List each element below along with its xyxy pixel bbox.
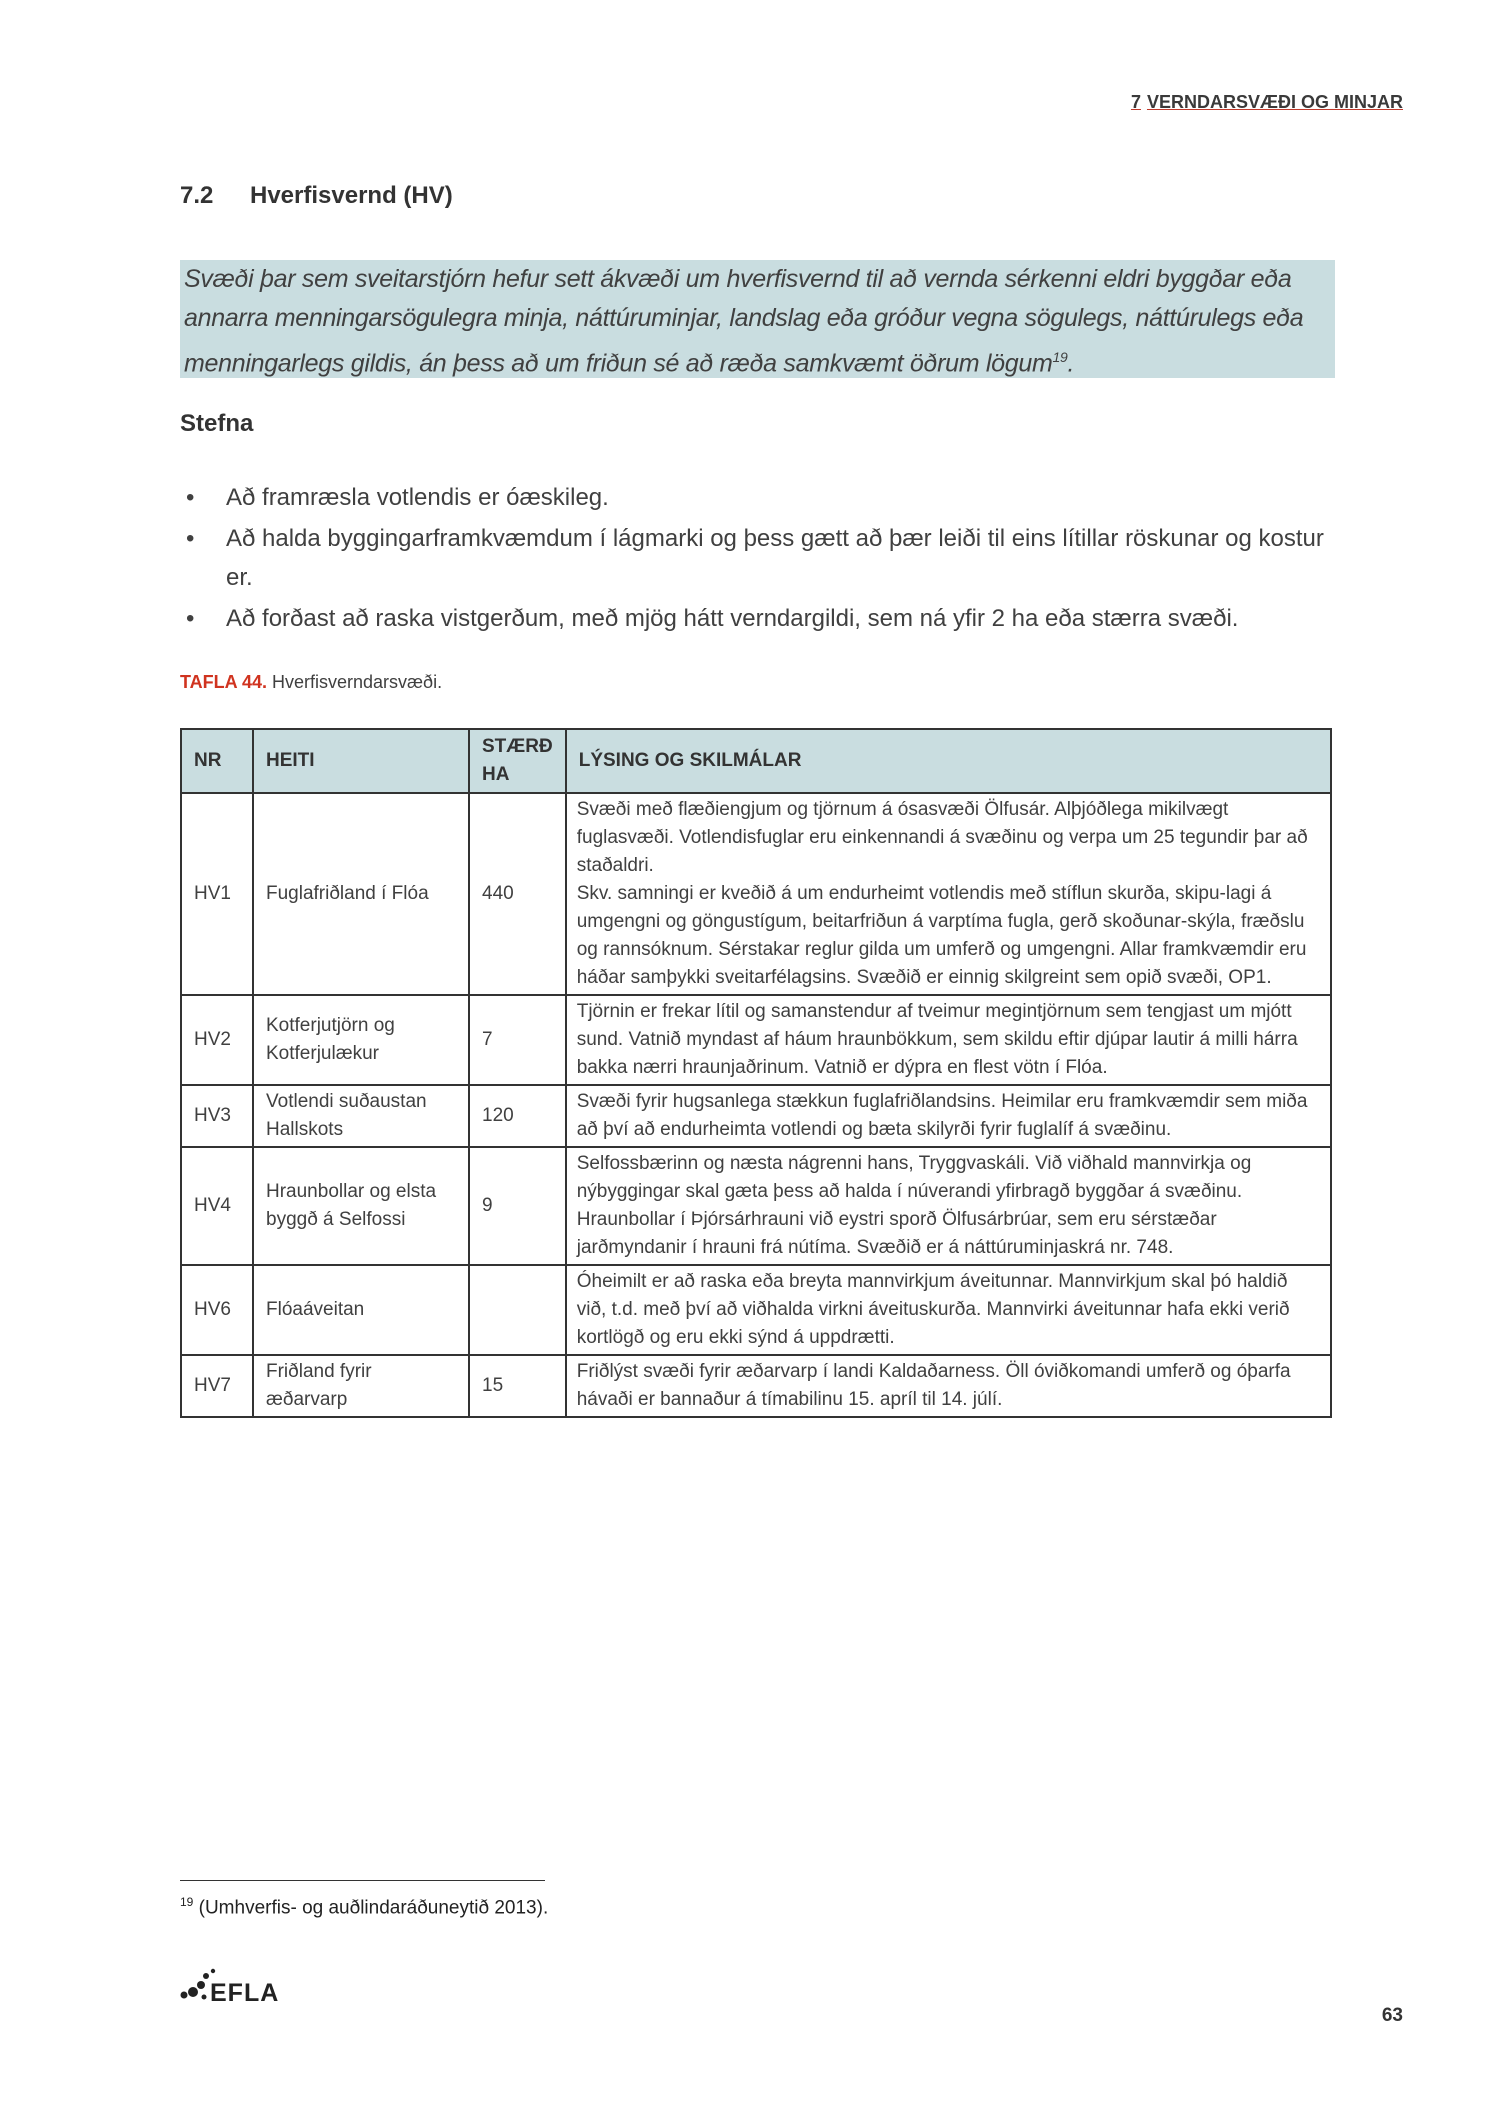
- description-paragraph: Svæði með flæðiengjum og tjörnum á ósasvæði Ölfusár. Alþjóðlega mikilvægt fuglasvæði. Votlendisfuglar eru einkennandi á svæðinu og verpa um 25 tegundir þar að staðaldri.: [576, 799, 1308, 876]
- cell-heiti: Fuglafriðland í Flóa: [253, 793, 469, 995]
- cell-staerd: 120: [469, 1085, 566, 1147]
- footnote-number: 19: [180, 1895, 194, 1909]
- definition-end: .: [1067, 349, 1075, 378]
- cell-nr: HV1: [181, 793, 253, 995]
- table-row: [181, 1085, 1331, 1147]
- table-row: [181, 1265, 1331, 1355]
- footnote: [180, 1895, 548, 1919]
- chapter-title: VERNDARSVÆÐI OG MINJAR: [1146, 92, 1403, 112]
- header-lysing: LÝSING OG SKILMÁLAR: [566, 729, 1331, 793]
- table-row: [181, 1147, 1331, 1265]
- policy-item-text: Að forðast að raska vistgerðum, með mjög hátt verndargildi, sem ná yfir 2 ha eða stærra svæði.: [226, 605, 1239, 632]
- bullet-icon: •: [186, 525, 195, 552]
- cell-heiti: Votlendi suðaustan Hallskots: [253, 1085, 469, 1147]
- page-number: 63: [1381, 2005, 1403, 2026]
- cell-heiti: Hraunbollar og elsta byggð á Selfossi: [253, 1147, 469, 1265]
- policy-item: [180, 478, 1340, 517]
- chapter-number: 7: [1130, 92, 1141, 112]
- policy-item: [180, 519, 1340, 597]
- cell-heiti: Kotferjutjörn og Kotferjulækur: [253, 995, 469, 1085]
- cell-lysing: [566, 1085, 1331, 1147]
- definition-box: [180, 260, 1335, 378]
- cell-staerd: 440: [469, 793, 566, 995]
- running-header: [1131, 92, 1403, 113]
- cell-lysing: [566, 793, 1331, 995]
- cell-staerd: 9: [469, 1147, 566, 1265]
- cell-staerd: 7: [469, 995, 566, 1085]
- bullet-icon: •: [186, 605, 195, 632]
- description-paragraph: Selfossbærinn og næsta nágrenni hans, Tryggvaskáli. Við viðhald mannvirkja og nýbyggingar skal gæta þess að halda í núverandi yfirbragð byggðar á svæðinu. Hraunbollar í Þjórsárhrauni við eystri sporð Ölfusárbrúar, sem eru sérstæðar jarðmyndanir í hrauni frá nútíma. Svæðið er á náttúruminjaskrá nr. 748.: [576, 1153, 1252, 1258]
- description-paragraph: Tjörnin er frekar lítil og samanstendur af tveimur megintjörnum sem tengjast um mjótt sund. Vatnið myndast af háum hraunbökkum, sem skildu eftir djúpar lautir á milli hárra bakka nærri hraunjaðrinum. Vatnið er dýpra en flest vötn í Flóa.: [576, 1001, 1298, 1078]
- table-header-row: [181, 729, 1331, 793]
- cell-lysing: [566, 995, 1331, 1085]
- section-heading: [180, 182, 453, 210]
- cell-heiti: Friðland fyrir æðarvarp: [253, 1355, 469, 1417]
- cell-heiti: Flóaáveitan: [253, 1265, 469, 1355]
- table-caption: [180, 672, 442, 693]
- definition-text: Svæði þar sem sveitarstjórn hefur sett ákvæði um hverfisvernd til að vernda sérkenni eldri byggðar eða annarra menningarsögulegra minja, náttúruminjar, landslag eða gróður vegna sögulegs, náttúrulegs eða menningarlegs gildis, án þess að um friðun sé að ræða samkvæmt öðrum lögum: [184, 265, 1304, 378]
- header-staerd: STÆRÐ HA: [469, 729, 566, 793]
- policy-heading: Stefna: [180, 410, 254, 437]
- policy-item-text: Að halda byggingarframkvæmdum í lágmarki og þess gætt að þær leiði til eins lítillar röskunar og kostur er.: [226, 525, 1324, 591]
- footnote-divider: [180, 1880, 545, 1881]
- cell-lysing: [566, 1355, 1331, 1417]
- description-paragraph: Friðlýst svæði fyrir æðarvarp í landi Kaldaðarness. Öll óviðkomandi umferð og óþarfa hávaði er bannaður á tímabilinu 15. apríl til 14. júlí.: [576, 1361, 1291, 1410]
- section-title: Hverfisvernd (HV): [250, 182, 453, 209]
- header-nr: NR: [181, 729, 253, 793]
- cell-lysing: [566, 1265, 1331, 1355]
- policy-item-text: Að framræsla votlendis er óæskileg.: [226, 484, 609, 511]
- table-row: [181, 1355, 1331, 1417]
- cell-staerd: [469, 1265, 566, 1355]
- cell-nr: HV2: [181, 995, 253, 1085]
- cell-staerd: 15: [469, 1355, 566, 1417]
- description-paragraph: Óheimilt er að raska eða breyta mannvirkjum áveitunnar. Mannvirkjum skal þó haldið við, t.d. með því að viðhalda virkni áveituskurða. Mannvirki áveitunnar hafa ekki verið kortlögð og eru ekki sýnd á uppdrætti.: [576, 1271, 1290, 1348]
- protection-areas-table: [180, 728, 1332, 1418]
- table-caption-text: Hverfisverndarsvæði.: [267, 672, 443, 692]
- bullet-icon: •: [186, 484, 195, 511]
- cell-nr: HV7: [181, 1355, 253, 1417]
- svg-text:EFLA: EFLA: [210, 1979, 280, 2007]
- cell-nr: HV6: [181, 1265, 253, 1355]
- efla-logo: [178, 1965, 290, 2018]
- table-row: [181, 995, 1331, 1085]
- section-number: 7.2: [180, 182, 214, 209]
- cell-nr: HV3: [181, 1085, 253, 1147]
- table-caption-label: TAFLA 44.: [180, 672, 268, 692]
- policy-list: [180, 478, 1340, 640]
- table-row: [181, 793, 1331, 995]
- description-paragraph: Svæði fyrir hugsanlega stækkun fuglafriðlandsins. Heimilar eru framkvæmdir sem miða að því að endurheimta votlendi og bæta skilyrði fyrir fuglalíf á svæðinu.: [576, 1091, 1308, 1140]
- policy-item: [180, 599, 1340, 638]
- cell-nr: HV4: [181, 1147, 253, 1265]
- description-paragraph: Skv. samningi er kveðið á um endurheimt votlendis með stíflun skurða, skipu-lagi á umgengni og göngustígum, beitarfriðun á varptíma fugla, gerð skoðunar-skýla, fræðslu og rannsóknum. Sérstakar reglur gilda um umferð og umgengni. Allar framkvæmdir eru háðar samþykki sveitarfélagsins. Svæðið er einnig skilgreint sem opið svæði, OP1.: [576, 883, 1307, 988]
- cell-lysing: [566, 1147, 1331, 1265]
- header-heiti: HEITI: [253, 729, 469, 793]
- footnote-text: (Umhverfis- og auðlindaráðuneytið 2013).: [193, 1897, 549, 1919]
- footnote-ref[interactable]: 19: [1052, 349, 1068, 365]
